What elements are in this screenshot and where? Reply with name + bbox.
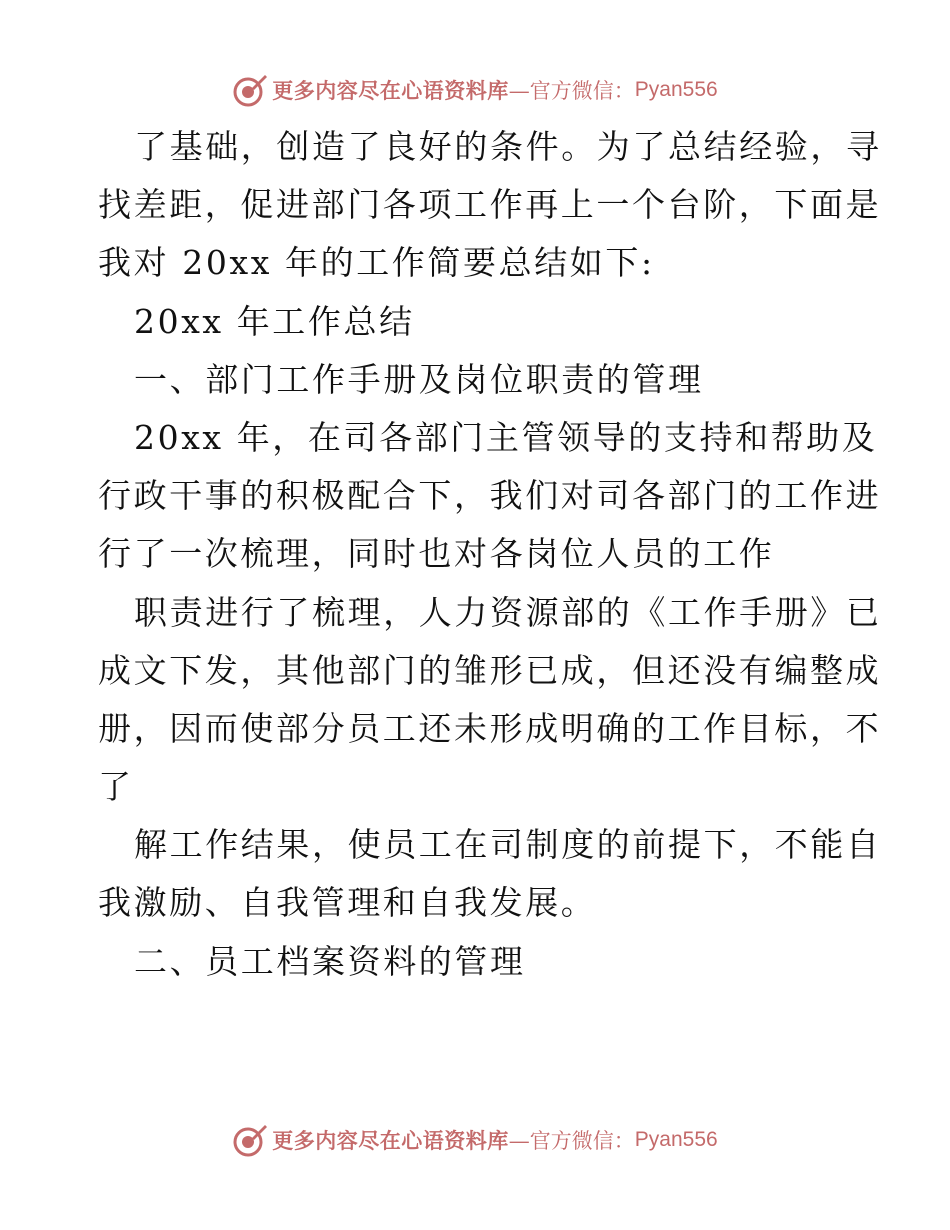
paragraph-line: 成文下发，其他部门的雏形已成，但还没有编整成 — [98, 650, 882, 690]
document-body — [98, 118, 882, 991]
watermark-handle: Pyan556 — [634, 1128, 718, 1151]
pen-logo-icon — [232, 72, 268, 108]
watermark-separator: —官方微信： — [508, 1129, 635, 1153]
paragraph-line: 我激励、自我管理和自我发展。 — [98, 883, 597, 923]
watermark-separator: —官方微信： — [508, 79, 635, 103]
watermark-text: 更多内容尽在心语资料库 — [272, 78, 509, 103]
section-heading: 20xx 年工作总结 — [134, 301, 415, 341]
paragraph-line: 20xx 年，在司各部门主管领导的支持和帮助及 — [134, 417, 878, 457]
pen-logo-icon — [232, 1122, 268, 1158]
paragraph-line: 我对 20xx 年的工作简要总结如下: — [98, 243, 655, 283]
section-heading: 二、员工档案资料的管理 — [134, 941, 526, 981]
paragraph-line: 行了一次梳理，同时也对各岗位人员的工作 — [98, 534, 775, 574]
paragraph-line: 册，因而使部分员工还未形成明确的工作目标，不 — [98, 708, 882, 748]
paragraph-line: 行政干事的积极配合下，我们对司各部门的工作进 — [98, 476, 882, 516]
paragraph-line: 了 — [98, 767, 134, 807]
section-heading: 一、部门工作手册及岗位职责的管理 — [134, 359, 704, 399]
paragraph-line: 解工作结果，使员工在司制度的前提下，不能自 — [134, 825, 882, 865]
watermark-header — [0, 70, 950, 110]
watermark-footer — [0, 1120, 950, 1160]
paragraph-line: 找差距，促进部门各项工作再上一个台阶，下面是 — [98, 185, 882, 225]
watermark-text: 更多内容尽在心语资料库 — [272, 1128, 509, 1153]
paragraph-line: 职责进行了梳理，人力资源部的《工作手册》已 — [134, 592, 882, 632]
paragraph-line: 了基础，创造了良好的条件。为了总结经验，寻 — [134, 127, 882, 166]
watermark-handle: Pyan556 — [634, 78, 718, 101]
